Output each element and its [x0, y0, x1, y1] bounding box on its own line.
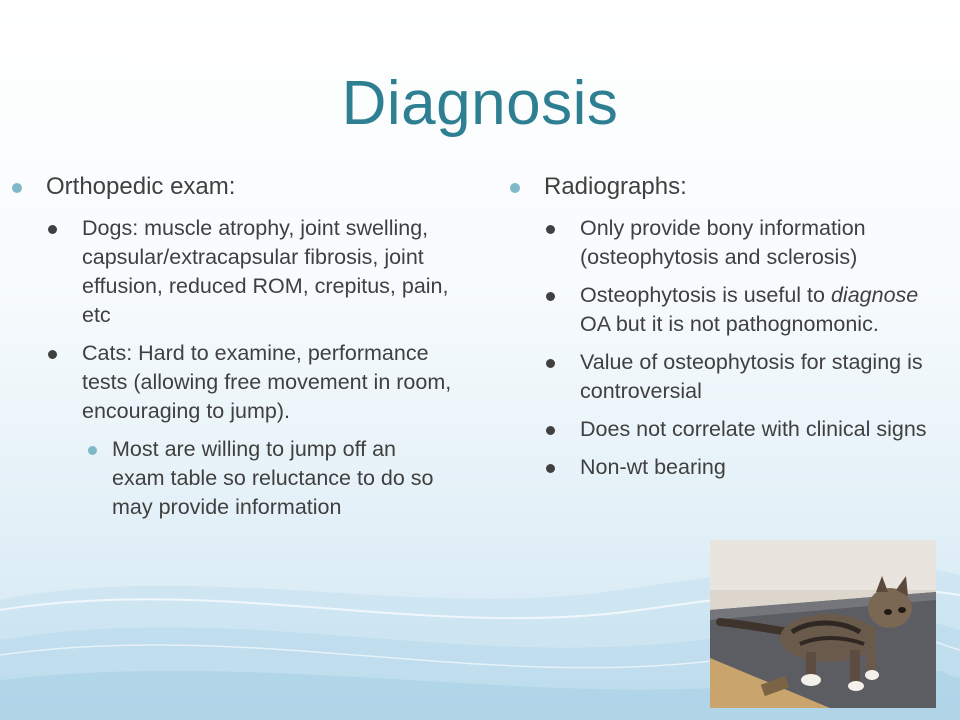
bullet-icon: [510, 183, 520, 193]
right-column: [510, 172, 940, 491]
left-column: [12, 172, 452, 531]
list-item: [510, 281, 940, 339]
list-item: [12, 172, 452, 202]
bullet-icon: [546, 292, 555, 301]
radiographs-heading: Radiographs:: [544, 173, 687, 200]
bullet-icon: [88, 446, 97, 455]
list-item: [510, 214, 940, 272]
bullet-icon: [48, 350, 57, 359]
kitten-photo: [710, 540, 936, 708]
slide-title: Diagnosis: [341, 69, 619, 138]
bullet-icon: [48, 225, 57, 234]
list-item: [12, 214, 452, 330]
osteophytosis-prefix: Osteophytosis is useful to: [580, 283, 831, 307]
list-item: [510, 172, 940, 202]
diagnose-emphasis: diagnose: [830, 283, 919, 307]
bullet-icon: [12, 183, 22, 193]
bullet-icon: [546, 426, 555, 435]
orthopedic-exam-heading: Orthopedic exam:: [46, 173, 236, 200]
bullet-icon: [546, 359, 555, 368]
list-item: [12, 435, 452, 522]
non-wt-bearing-text: Non-wt bearing: [580, 455, 726, 479]
clinical-signs-text: Does not correlate with clinical signs: [580, 417, 927, 441]
list-item: [12, 339, 452, 426]
list-item: [510, 348, 940, 406]
kitten-on-table-image: [710, 540, 936, 708]
list-item: [510, 415, 940, 444]
jump-text: Most are willing to jump off an exam table so reluctance to do so may provide information: [112, 437, 434, 519]
dogs-text: Dogs: muscle atrophy, joint swelling, capsular/extracapsular fibrosis, joint effusion, reduced ROM, crepitus, pain, etc: [82, 216, 449, 327]
cats-text: Cats: Hard to examine, performance tests (allowing free movement in room, encouraging to jump).: [82, 341, 452, 423]
bullet-icon: [546, 464, 555, 473]
bony-info-text: Only provide bony information (osteophytosis and sclerosis): [580, 216, 866, 269]
list-item: [510, 453, 940, 482]
osteophytosis-suffix: OA but it is not pathognomonic.: [580, 312, 879, 336]
bullet-icon: [546, 225, 555, 234]
staging-text: Value of osteophytosis for staging is controversial: [580, 350, 923, 403]
osteophytosis-text: [580, 283, 918, 336]
